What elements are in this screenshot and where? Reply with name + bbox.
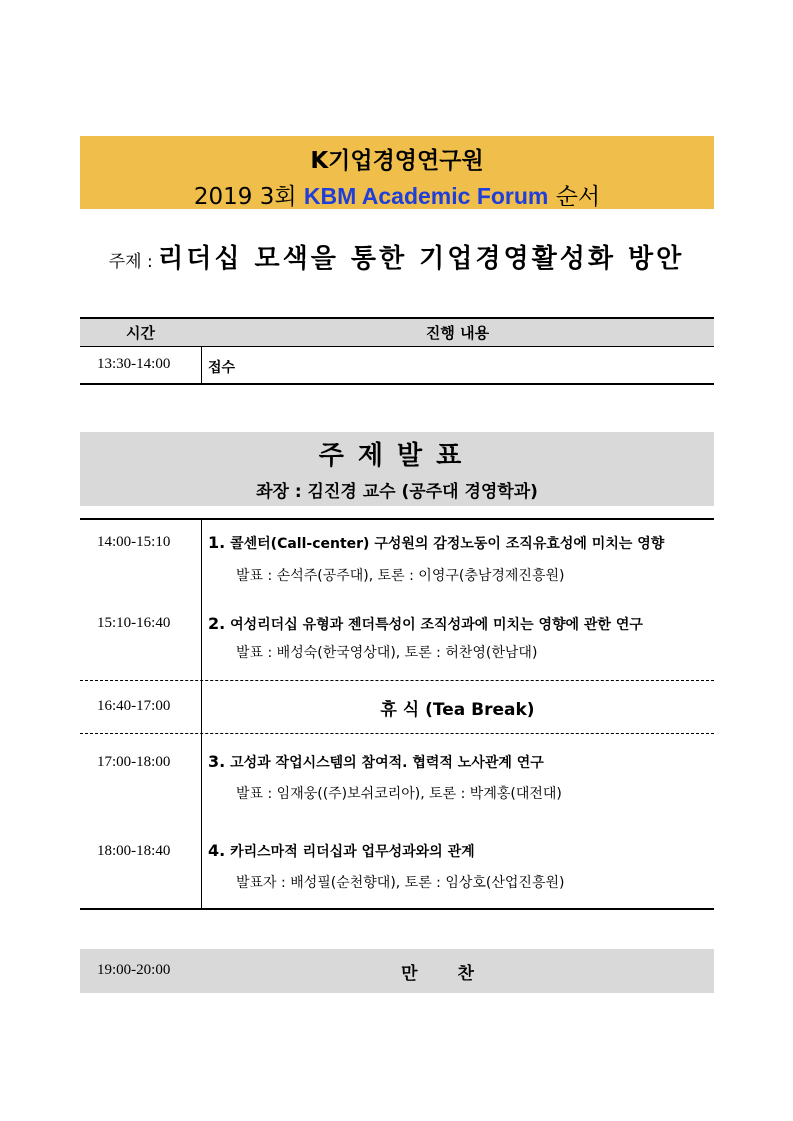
presentation-number: 3. (208, 752, 226, 771)
header-time: 시간 (126, 324, 155, 342)
presentation-title (208, 841, 475, 861)
dinner-time: 19:00-20:00 (97, 962, 171, 978)
header-content: 진행 내용 (425, 324, 490, 342)
presentation-time: 14:00-15:10 (97, 534, 171, 550)
registration-row (80, 346, 714, 385)
presentation-title (208, 614, 643, 634)
divider (80, 680, 714, 681)
presentation-presenters: 발표자 : 배성필(순천향대), 토론 : 임상호(산업진흥원) (236, 875, 565, 891)
forum-name: KBM Academic Forum (303, 183, 549, 209)
session-chair: 좌장 : 김진경 교수 (공주대 경영학과) (256, 482, 538, 502)
divider (80, 908, 714, 910)
presentation-title-text: 여성리더십 유형과 젠더특성이 조직성과에 미치는 영향에 관한 연구 (225, 617, 643, 633)
presentation-number: 2. (208, 614, 226, 633)
forum-suffix: 순서 (548, 184, 601, 210)
table-header (80, 317, 714, 347)
presentation-presenters: 발표 : 배성숙(한국영상대), 토론 : 허찬영(한남대) (236, 645, 538, 661)
presentation-title-text: 고성과 작업시스템의 참여적. 협력적 노사관계 연구 (225, 755, 544, 771)
registration-time: 13:30-14:00 (97, 356, 171, 372)
forum-title (80, 178, 714, 211)
break-time: 16:40-17:00 (97, 698, 171, 714)
org-name: K기업경영연구원 (310, 148, 484, 174)
forum-prefix: 2019 3회 (193, 184, 304, 210)
presentation-title (208, 533, 664, 553)
divider (80, 733, 714, 734)
presentation-number: 1. (208, 533, 226, 552)
presentation-title (208, 752, 544, 772)
presentation-number: 4. (208, 841, 226, 860)
theme-label: 주제 : (108, 252, 159, 272)
dinner-row (80, 949, 714, 993)
title-banner (80, 136, 714, 209)
divider (80, 518, 714, 520)
dinner-label: 만찬 (401, 964, 514, 984)
presentation-time: 17:00-18:00 (97, 754, 171, 770)
presentation-presenters: 발표 : 임재웅((주)보쉬코리아), 토론 : 박계홍(대전대) (236, 786, 562, 802)
break-label: 휴 식 (Tea Break) (380, 700, 535, 720)
presentation-time: 15:10-16:40 (97, 615, 171, 631)
session-header (80, 432, 714, 506)
theme-line (0, 238, 793, 275)
presentation-title-text: 카리스마적 리더십과 업무성과와의 관계 (225, 844, 475, 860)
theme-text: 리더십 모색을 통한 기업경영활성화 방안 (158, 244, 685, 274)
presentation-presenters: 발표 : 손석주(공주대), 토론 : 이영구(충남경제진흥원) (236, 568, 565, 584)
presentation-title-text: 콜센터(Call-center) 구성원의 감정노동이 조직유효성에 미치는 영향 (225, 536, 665, 552)
session-title: 주제발표 (318, 441, 476, 471)
registration-content: 접수 (208, 360, 236, 376)
presentation-time: 18:00-18:40 (97, 843, 171, 859)
